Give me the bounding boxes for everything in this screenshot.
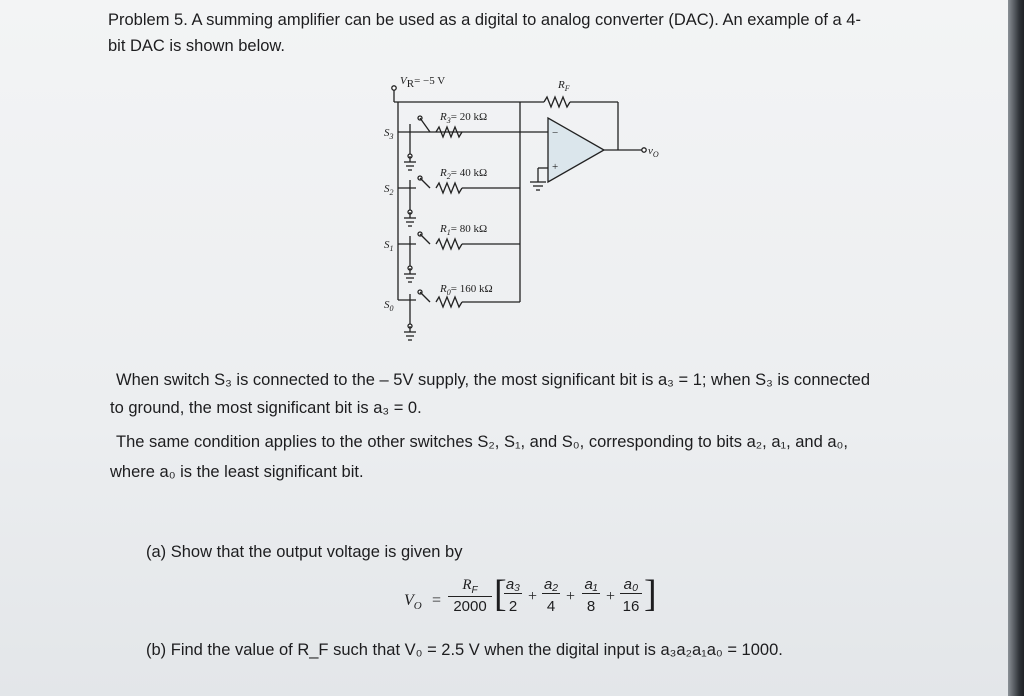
svg-text:RF [557, 79, 570, 93]
svg-text:S0 [384, 299, 394, 313]
svg-text:VR= −5 V [400, 75, 445, 90]
rf-sub: F [564, 84, 570, 93]
s3-name: S [384, 127, 390, 139]
vr-label: V [400, 75, 407, 87]
eq-term1-den: 8 [586, 598, 596, 615]
s1-name: S [384, 239, 390, 251]
para1-line-1: When switch S₃ is connected to the – 5V supply, the most significant bit is a₃ = 1; when S₃ is connected [116, 371, 871, 389]
s3-sub: 3 [389, 132, 394, 141]
svg-text:vO [648, 145, 659, 159]
eq-coef-den: 2000 [453, 598, 487, 615]
svg-text:R0= 160 kΩ [439, 283, 493, 297]
rf-label: R [558, 79, 565, 91]
eq-term3-num: a₃ [505, 576, 521, 593]
r2-name: R [440, 167, 447, 179]
para1-line-2: to ground, the most significant bit is a₃ = 0. [110, 399, 422, 417]
intro-line-1: Problem 5. A summing amplifier can be used as a digital to analog converter (DAC). An example of a 4- [108, 11, 861, 29]
r1-sub: 1 [446, 228, 451, 237]
r1-value: = 80 kΩ [450, 223, 488, 235]
vo-label: v [648, 145, 653, 157]
eq-plus-3: + [606, 588, 616, 605]
eq-left-bracket: [ [494, 573, 507, 615]
vo-sub: O [652, 150, 659, 159]
s0-sub: 0 [389, 304, 394, 313]
page-edge-shadow [1008, 0, 1024, 696]
r0-value: = 160 kΩ [450, 283, 493, 295]
s2-sub: 2 [389, 188, 394, 197]
vr-value: = −5 V [414, 75, 446, 87]
eq-plus-1: + [528, 588, 538, 605]
r0-sub: 0 [446, 288, 451, 297]
eq-coef-num-sub: F [471, 585, 478, 596]
svg-text:R1= 80 kΩ [439, 223, 487, 237]
eq-lhs: V [404, 592, 414, 609]
para2-line-1: The same condition applies to the other switches S₂, S₁, and S₀, corresponding to bits a₂, a₁, and a₀, [116, 433, 848, 451]
eq-term0-den: 16 [622, 598, 640, 615]
eq-term2-num: a₂ [543, 576, 559, 593]
opamp-plus: + [552, 161, 559, 173]
eq-term2-den: 4 [546, 598, 556, 615]
r2-sub: 2 [446, 172, 451, 181]
para2-line-2: where a₀ is the least significant bit. [110, 463, 364, 481]
part-b-text: (b) Find the value of R_F such that V₀ = 2.5 V when the digital input is a₃a₂a₁a₀ = 1000. [146, 641, 783, 659]
eq-plus-2: + [566, 588, 576, 605]
dac-circuit-diagram [380, 70, 680, 360]
r3-sub: 3 [446, 116, 451, 125]
s0-name: S [384, 299, 390, 311]
eq-coef-num: R [462, 577, 472, 593]
s1-sub: 1 [389, 244, 394, 253]
intro-line-2: bit DAC is shown below. [108, 37, 285, 55]
svg-text:R3= 20 kΩ [439, 111, 487, 125]
r2-value: = 40 kΩ [450, 167, 488, 179]
eq-term0-num: a₀ [620, 576, 642, 594]
r0-name: R [440, 283, 447, 295]
svg-text:S3 [384, 127, 394, 141]
svg-text:S1 [384, 239, 394, 253]
eq-term3-den: 2 [508, 598, 518, 615]
r3-name: R [440, 111, 447, 123]
svg-text:S2 [384, 183, 394, 197]
eq-right-bracket: ] [644, 573, 657, 615]
eq-equals: = [432, 592, 442, 609]
eq-lhs-sub: O [413, 600, 422, 613]
vr-sub: R [406, 78, 415, 90]
r3-value: = 20 kΩ [450, 111, 488, 123]
s2-name: S [384, 183, 390, 195]
r1-name: R [440, 223, 447, 235]
svg-text:R2= 40 kΩ [439, 167, 487, 181]
opamp-minus: − [552, 127, 559, 139]
eq-term1-num: a₁ [582, 576, 600, 594]
part-a-text: (a) Show that the output voltage is given by [146, 543, 463, 561]
